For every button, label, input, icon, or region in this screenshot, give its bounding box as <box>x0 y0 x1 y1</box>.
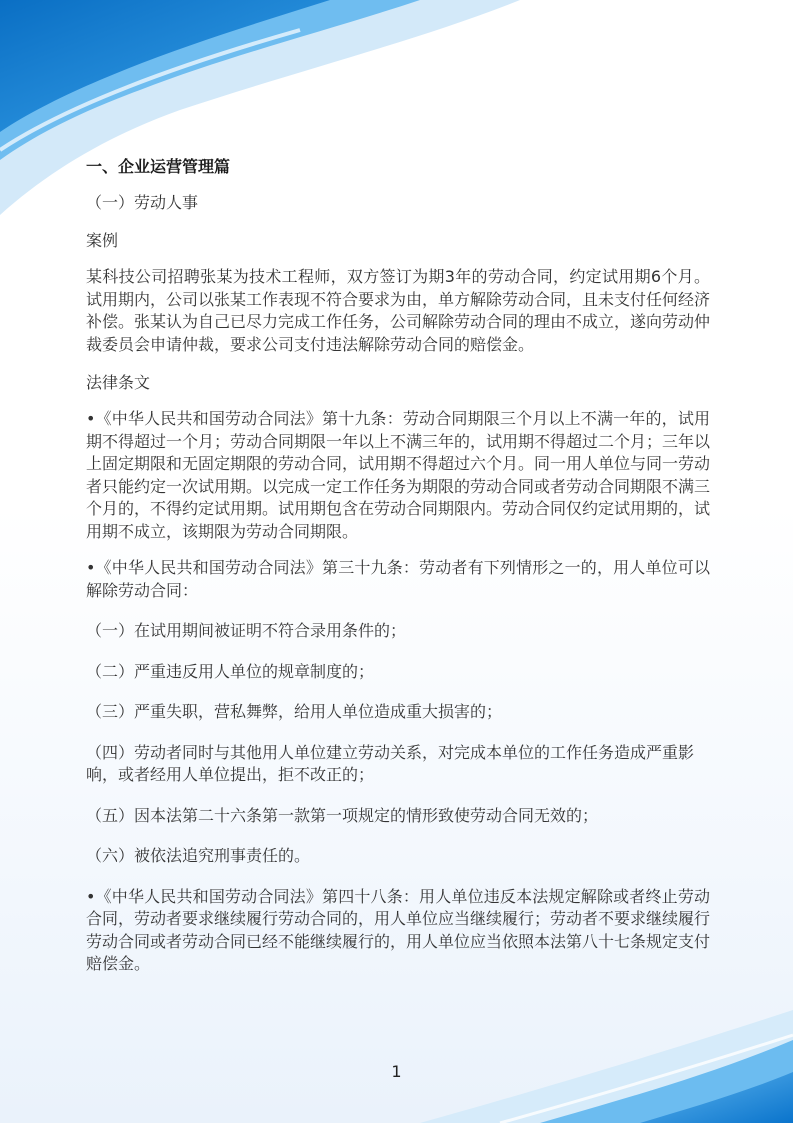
case-heading: 案例 <box>86 231 119 250</box>
law-heading: 法律条文 <box>86 373 151 392</box>
article-39-item: （三）严重失职，营私舞弊，给用人单位造成重大损害的； <box>86 702 503 721</box>
article-39-item: （二）严重违反用人单位的规章制度的； <box>86 661 375 681</box>
section-title: 一、企业运营管理篇 <box>86 157 231 176</box>
article-39-item: （五）因本法第二十六条第一款第一项规定的情形致使劳动合同无效的； <box>86 805 599 825</box>
article-19: •《中华人民共和国劳动合同法》第十九条：劳动合同期限三个月以上不满一年的，试用期不得超过一个月；劳动合同期限一年以上不满三年的，试用期不得超过二个月；三年以上固定期限和无固定期限的劳动合同，试用期不得超过六个月。同一用人单位与同一劳动者只能约定一次试用期。以完成一定工作任务为期限的劳动合同或者劳动合同期限不满三个月的，不得约定试用期。试用期包含在劳动合同期限内。劳动合同仅约定试用期的，试用期不成立，该期限为劳动合同期限。 <box>86 409 711 541</box>
case-text: 某科技公司招聘张某为技术工程师，双方签订为期3年的劳动合同，约定试用期6个月。试用期内，公司以张某工作表现不符合要求为由，单方解除劳动合同，且未支付任何经济补偿。张某认为自己已尽力完成工作任务，公司解除劳动合同的理由不成立，遂向劳动仲裁委员会申请仲裁，要求公司支付违法解除劳动合同的赔偿金。 <box>86 267 711 354</box>
article-39-intro: •《中华人民共和国劳动合同法》第三十九条：劳动者有下列情形之一的，用人单位可以解除劳动合同： <box>86 558 710 600</box>
page-number: 1 <box>391 1062 402 1081</box>
article-39-item: （四）劳动者同时与其他用人单位建立劳动关系，对完成本单位的工作任务造成严重影响，或者经用人单位提出，拒不改正的； <box>86 742 695 784</box>
article-39-item: （一）在试用期间被证明不符合录用条件的； <box>86 621 407 640</box>
subsection-title: （一）劳动人事 <box>86 193 199 212</box>
article-48: •《中华人民共和国劳动合同法》第四十八条：用人单位违反本法规定解除或者终止劳动合同，劳动者要求继续履行劳动合同的，用人单位应当继续履行；劳动者不要求继续履行劳动合同或者劳动合同已经不能继续履行的，用人单位应当依照本法第八十七条规定支付赔偿金。 <box>86 886 711 973</box>
document-body <box>86 152 710 990</box>
article-39-item: （六）被依法追究刑事责任的。 <box>86 846 311 865</box>
